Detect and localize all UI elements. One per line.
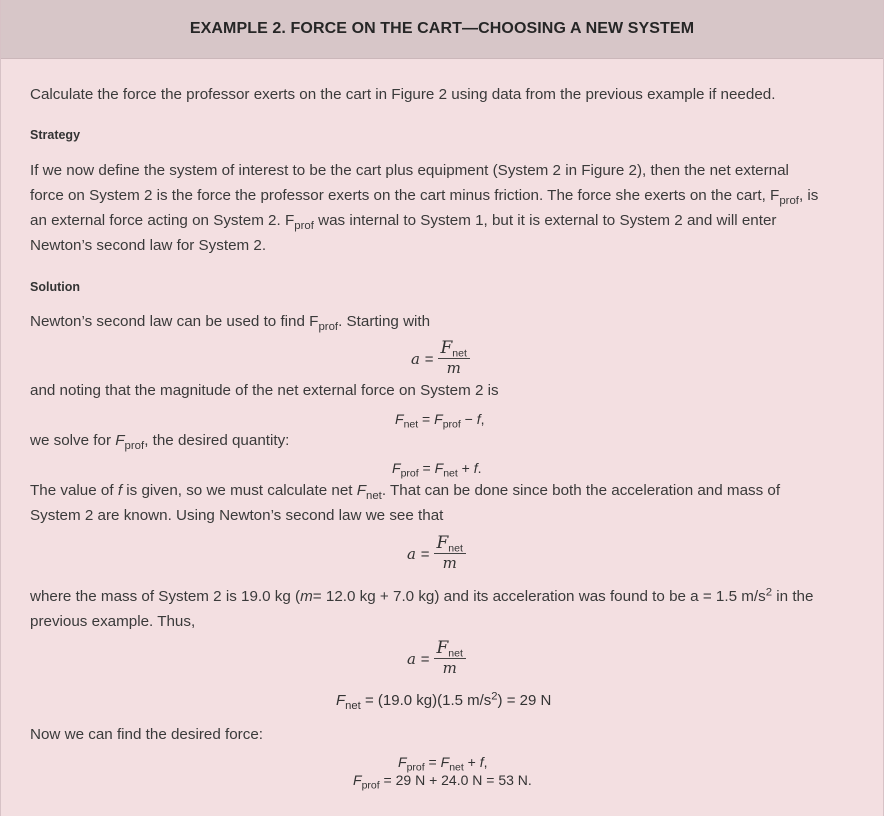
- solution-line-4: The value of f is given, so we must calculate net $F_{net}$. That can be done since both the acceleration and mass of: [30, 482, 781, 502]
- strategy-line-1: If we now define the system of interest to be the cart plus equipment (System 2 in Figure 2), then the net external: [30, 162, 789, 179]
- solution-line-8: Now we can find the desired force:: [30, 726, 263, 743]
- strategy-heading: Strategy: [30, 128, 81, 142]
- equation-newton-3: a = $\frac{F_{net}}{m}$: [407, 640, 466, 678]
- equation-final-1: $F_{prof} = F_{net} + f$,: [398, 754, 488, 774]
- solution-line-5: System 2 are known. Using Newton’s second law we see that: [30, 507, 444, 524]
- solution-line-2: and noting that the magnitude of the net external force on System 2 is: [30, 382, 499, 399]
- strategy-line-4: Newton’s second law for System 2.: [30, 237, 267, 254]
- strategy-line-2: force on System 2 is the force the professor exerts on the cart minus friction. The force she exerts on the cart, $F_{prof}$, is: [30, 187, 819, 207]
- equation-fnet-calc: $F_{net} = (19.0$ kg)(1.5 $m/s^2) = 29$ N: [336, 690, 552, 712]
- solution-line-3: we solve for $F_{prof}$, the desired quantity:: [30, 432, 290, 452]
- intro-text: Calculate the force the professor exerts on the cart in Figure 2 using data from the previous example if needed.: [30, 86, 776, 103]
- equation-fprof: $F_{prof} = F_{net} + f$.: [392, 460, 482, 480]
- equation-newton-1: a = $\frac{F_{net}}{m}$: [411, 340, 470, 378]
- example-title: EXAMPLE 2. FORCE ON THE CART—CHOOSING A NEW SYSTEM: [189, 20, 695, 37]
- solution-line-6: where the mass of System 2 is 19.0 kg (m= 12.0 kg + 7.0 kg) and its acceleration was found to be a = 1.5 $m/s^2$ in the: [30, 586, 814, 605]
- solution-heading: Solution: [30, 280, 80, 294]
- strategy-line-3: an external force acting on System 2. $F_{prof}$ was internal to System 1, but it is external to System 2 and will enter: [30, 212, 777, 232]
- solution-line-1: Newton’s second law can be used to find $F_{prof}$. Starting with: [30, 313, 431, 333]
- solution-line-7: previous example. Thus,: [30, 613, 196, 630]
- equation-fnet-definition: $F_{net} = F_{prof} - f$,: [395, 411, 485, 431]
- example-header: [1, 0, 883, 59]
- equation-newton-2: a = $\frac{F_{net}}{m}$: [407, 535, 466, 573]
- equation-final-2: $F_{prof} = 29$ N + 24.0 N = 53 N.: [353, 772, 532, 792]
